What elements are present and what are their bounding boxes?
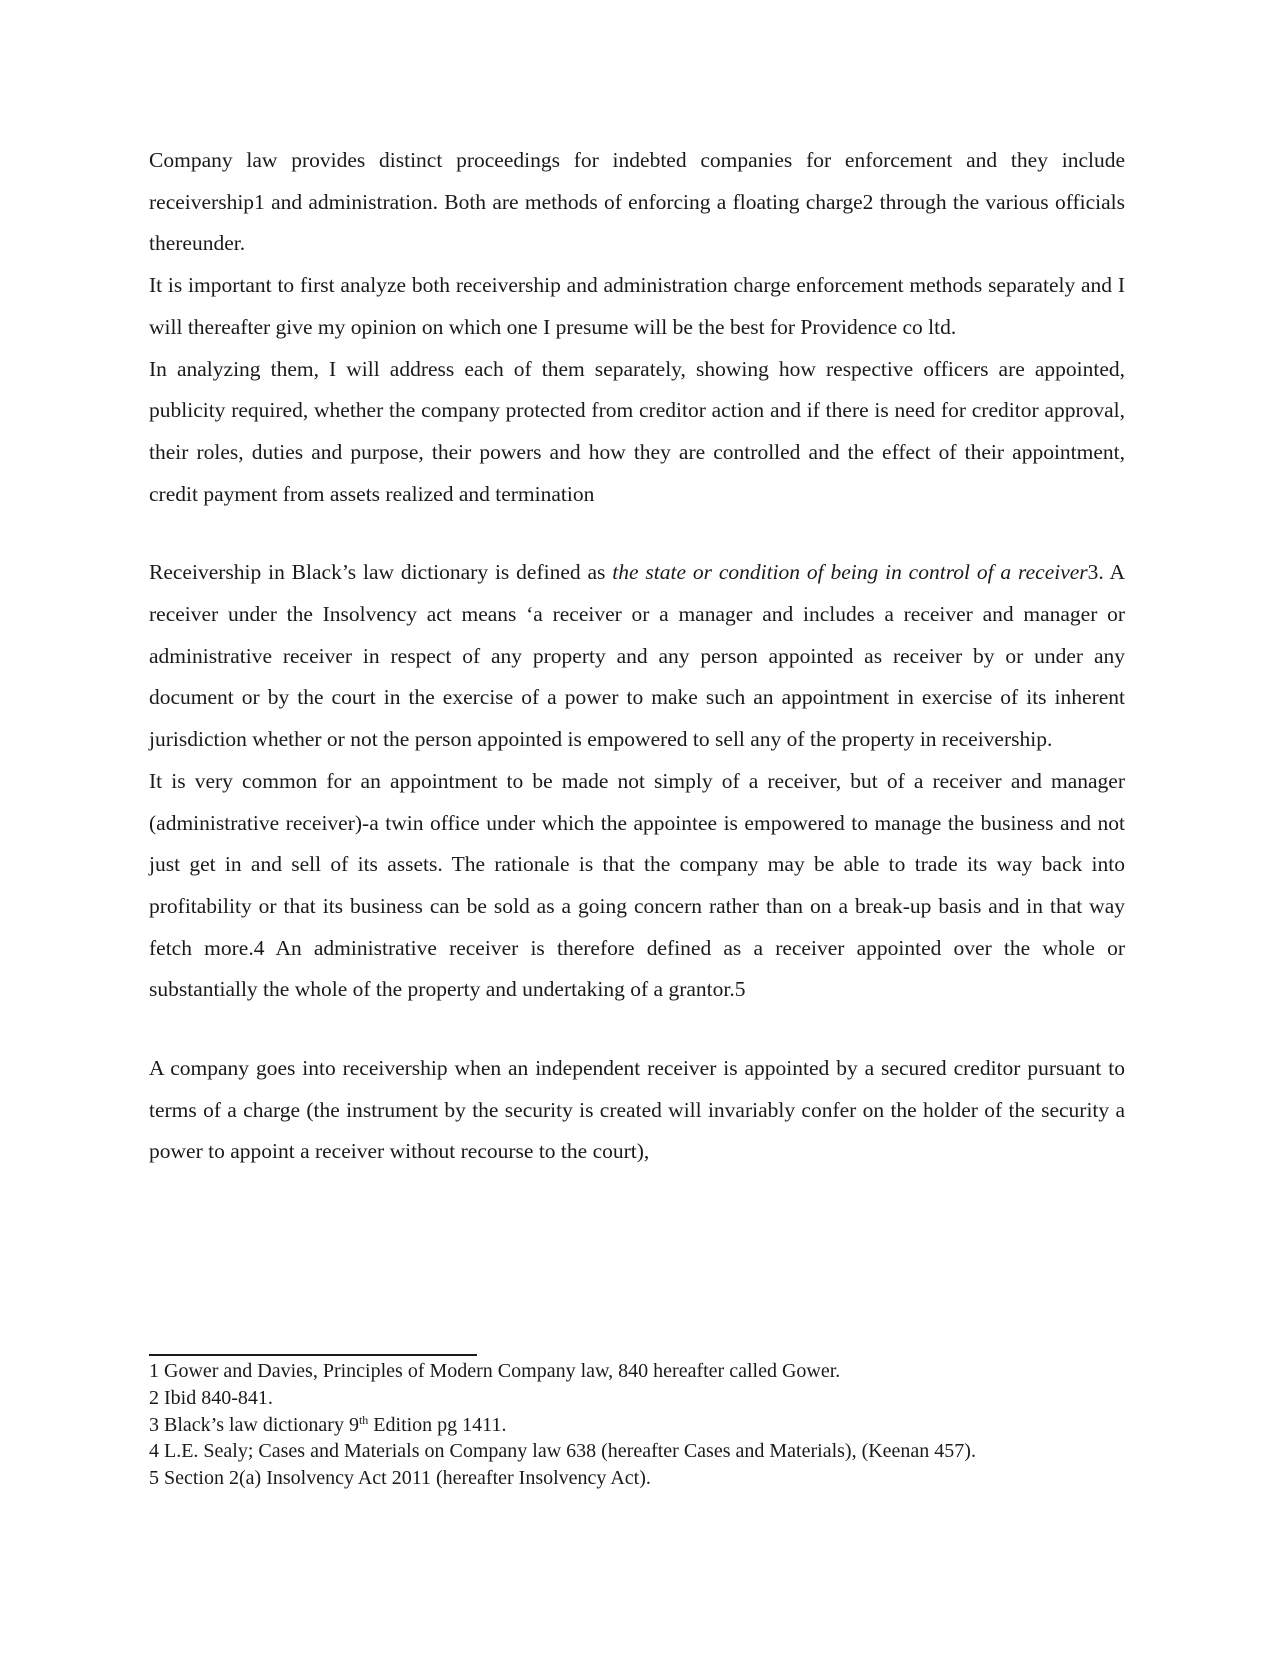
footnotes [149, 1358, 1125, 1492]
definition-lead: Receivership in Black’s law dictionary is defined as [149, 560, 613, 585]
footnote-4: 4 L.E. Sealy; Cases and Materials on Company law 638 (hereafter Cases and Materials), (Keenan 457). [149, 1440, 976, 1463]
footnote-3-text: 3 Black’s law dictionary 9 [149, 1413, 359, 1436]
paragraph-analysis-plan: It is important to first analyze both receivership and administration charge enforcement methods separately and I will thereafter give my opinion on which one I presume will be the best for Providence co ltd. [149, 273, 1125, 339]
definition-rest: 3. A receiver under the Insolvency act means ‘a receiver or a manager and includes a receiver and manager or administrative receiver in respect of any property and any person appointed as receiver by or under any document or by the court in the exercise of a power to make such an appointment in exercise of its inherent jurisdiction whether or not the person appointed is empowered to sell any of the property in receivership. [149, 560, 1125, 752]
paragraph-intro: Company law provides distinct proceedings for indebted companies for enforcement and they include receivership1 and administration. Both are methods of enforcing a floating charge2 through the various officials thereunder. [149, 148, 1125, 256]
paragraph-receivership-definition [149, 552, 1125, 761]
footnote-1: 1 Gower and Davies, Principles of Modern Company law, 840 hereafter called Gower. [149, 1360, 841, 1382]
footnote-5: 5 Section 2(a) Insolvency Act 2011 (hereafter Insolvency Act). [149, 1467, 651, 1490]
paragraph-analysis-scope: In analyzing them, I will address each of them separately, showing how respective officers are appointed, publicity required, whether the company protected from creditor action and if there is need for creditor approval, their roles, duties and purpose, their powers and how they are controlled and the effect of their appointment, credit payment from assets realized and termination [149, 356, 1125, 506]
footnote-2: 2 Ibid 840-841. [149, 1386, 273, 1409]
footnote-separator [149, 1354, 477, 1356]
paragraph-administrative-receiver: It is very common for an appointment to be made not simply of a receiver, but of a receiver and manager (administrative receiver)-a twin office under which the appointee is empowered to manage the business and not just get in and sell of its assets. The rationale is that the company may be able to trade its way back into profitability or that its business can be sold as a going concern rather than on a break-up basis and in that way fetch more.4 An administrative receiver is therefore defined as a receiver appointed over the whole or substantially the whole of the property and undertaking of a grantor.5 [149, 768, 1125, 1002]
footnote-3-text-end: Edition pg 1411. [368, 1413, 507, 1436]
document-body [149, 140, 1125, 1173]
footnote-3 [149, 1412, 1125, 1439]
definition-italic-quote: the state or condition of being in control of a receiver [612, 560, 1088, 585]
footnote-3-superscript: th [358, 1412, 369, 1427]
paragraph-company-receivership: A company goes into receivership when an independent receiver is appointed by a secured creditor pursuant to terms of a charge (the instrument by the security is created will invariably confer on the holder of the security a power to appoint a receiver without recourse to the court), [149, 1056, 1125, 1164]
